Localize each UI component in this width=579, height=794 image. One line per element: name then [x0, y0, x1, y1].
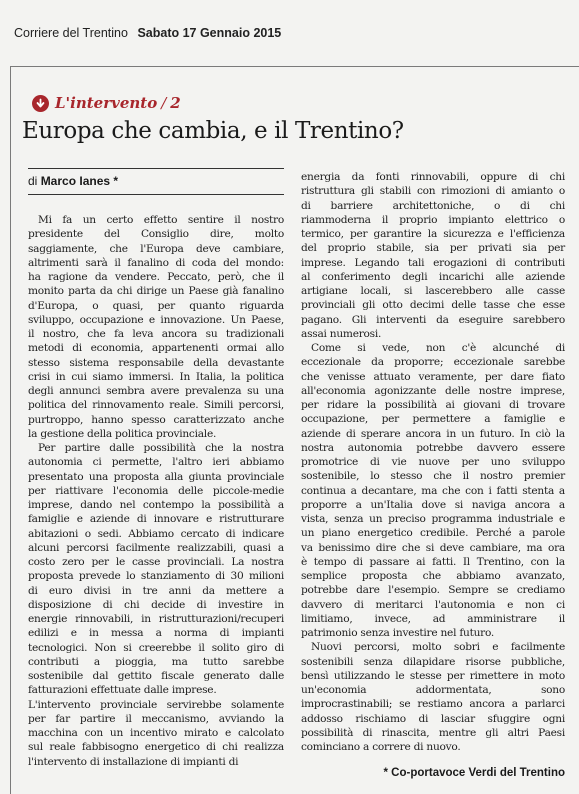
author-signature: * Co-portavoce Verdi del Trentino: [383, 767, 565, 779]
article-column-left: [28, 213, 284, 769]
article-text-line: famiglie e aziende di innovare e ristrutturare: [28, 513, 284, 526]
article-text-line: politica del rinnovamento reale. Simili percorsi,: [28, 399, 284, 412]
article-text-line: nostra autonomia potrebbe davvero essere: [301, 441, 565, 454]
article-text-line: limitiamo, invece, ad amministrare il: [301, 612, 565, 625]
article-text-line: bensì utilizzando le stesse per rimettere in moto: [301, 669, 565, 682]
article-text-line: all'economia agonizzante delle nostre imprese,: [301, 384, 565, 397]
article-text-line: energie rinnovabili, in ristrutturazioni/recuperi: [28, 613, 284, 625]
article-text-line: riammoderna il proprio impianto elettrico o: [301, 213, 565, 226]
article-text-line: è tempo di passare ai fatti. Il Trentino, con la: [301, 555, 565, 568]
article-column-right: [301, 170, 565, 754]
kicker-separator: /: [161, 94, 167, 112]
author-name: Marco Ianes *: [40, 174, 119, 188]
article-text-line: occupazione, per permettere a famiglie e: [301, 413, 565, 426]
kicker-number: 2: [170, 94, 181, 112]
article-text-line: Nuovi percorsi, molto sobri e facilmente: [311, 641, 565, 654]
article-text-line: monito parta da chi dirige un Paese già fanalino: [28, 285, 284, 298]
byline-bottom-rule: [28, 194, 284, 195]
article-text-line: stesso sistema responsabile della devastante: [28, 356, 284, 369]
article-text-line: al conferimento degli incarichi alle aziende: [301, 270, 565, 283]
byline: [28, 174, 118, 188]
newspaper-name: Corriere del Trentino: [14, 26, 128, 40]
article-text-line: per far partire il meccanismo, avviando la: [28, 712, 284, 725]
article-text-line: contributi a pioggia, ma tutto sarebbe: [28, 655, 284, 668]
kicker: [32, 94, 181, 112]
article-text-line: la gestione della politica provinciale.: [28, 427, 217, 440]
article-text-line: un piano energetico credibile. Perché a parole: [301, 527, 565, 540]
article-text-line: costo zero per le casse provinciali. La nostra: [28, 556, 284, 568]
article-text-line: va benissimo dire che si deve cambiare, ma ora: [301, 541, 565, 554]
article-text-line: degli annunci sembra avere prevalenza su una: [28, 385, 284, 397]
article-text-line: addosso rischiamo di lasciar sfuggire ogni: [301, 712, 565, 725]
article-text-line: tecnologici. Non si creerebbe il solito giro di: [28, 641, 284, 654]
article-text-line: macchina con un incentivo mirato e calcolato: [28, 727, 284, 739]
article-text-line: crisi in cui siamo immersi. In Italia, la politica: [28, 370, 284, 383]
article-text-line: ristruttura gli stabili con rimozioni di amianto o: [301, 185, 565, 198]
article-text-line: l'intervento di installazione di impianti di: [28, 755, 239, 768]
article-headline: Europa che cambia, e il Trentino?: [22, 118, 404, 144]
article-text-line: eccezionale da proporre; eccezionale sarebbe: [301, 356, 565, 369]
article-text-line: assai numerosi.: [301, 327, 382, 340]
article-text-line: purtroppo, hanno spesso caratterizzato anche: [28, 413, 284, 426]
article-text-line: disposizione di chi decide di investire in: [28, 598, 284, 611]
page-header: [14, 26, 281, 40]
article-text-line: edilizi e in messa a norma di impianti: [28, 627, 284, 640]
article-text-line: di barriere architettoniche, o di chi: [301, 199, 565, 212]
frame-top-rule: [10, 66, 579, 67]
article-text-line: altrimenti sarà il fanalino di coda del mondo:: [28, 256, 284, 269]
article-text-line: artigiane locali, si lascerebbero alle casse: [301, 285, 565, 297]
article-text-line: pagano. Gli interventi da eseguire sarebbero: [301, 313, 565, 326]
article-text-line: fatturazioni effettuate dalle imprese.: [28, 684, 217, 697]
article-text-line: saggiamente, che l'Europa deve cambiare,: [28, 242, 284, 255]
article-text-line: ha ragione da vendere. Peccato, però, che il: [28, 271, 284, 283]
down-arrow-circle-icon: [32, 95, 49, 112]
article-text-line: Mi fa un certo effetto sentire il nostro: [38, 214, 284, 226]
article-text-line: semplice proposta che abbiamo avanzato,: [301, 570, 565, 582]
article-text-line: L'intervento provinciale servirebbe solamente: [28, 698, 284, 711]
article-text-line: imprese. Legando tali erogazioni di contributi: [301, 256, 565, 269]
article-text-line: autonomia ci permette, l'altro ieri abbiamo: [28, 456, 284, 469]
article-text-line: energia da fonti rinnovabili, oppure di chi: [301, 171, 565, 183]
article-text-line: sostenibile, lo stesso che il nostro premier: [301, 470, 565, 483]
kicker-label: L'intervento: [55, 94, 158, 112]
article-text-line: patrimonio senza investire nel futuro.: [301, 627, 495, 639]
article-text-line: cominciano a correre di nuovo.: [301, 741, 461, 753]
article-text-line: d'Europa, o quasi, per quanto riguarda: [28, 299, 284, 312]
article-text-line: per riattivare l'economia delle piccole-medie: [28, 484, 284, 497]
article-text-line: un'economia addormentata, sono: [301, 684, 565, 696]
article-text-line: proporre a un'Italia dove si naviga ancora a: [301, 498, 565, 511]
article-text-line: sviluppo, occupazione e innovazione. Un Paese,: [28, 313, 284, 326]
article-text-line: che venisse attuato veramente, per dare fiato: [301, 370, 565, 383]
article-text-line: alcuni percorsi facilmente realizzabili, quasi a: [28, 541, 284, 554]
article-text-line: presidente del Consiglio dire, molto: [28, 228, 284, 241]
article-text-line: promotrice di vie nuove per uno sviluppo: [301, 456, 565, 468]
article-text-line: continua a decantare, ma che con i fatti stenta a: [301, 484, 565, 497]
article-text-line: sul reale fabbisogno energetico di chi realizza: [28, 741, 284, 754]
article-text-line: aziende di sperare ancora in un futuro. In ciò la: [301, 427, 565, 440]
article-text-line: abitazioni o sedi. Abbiamo cercato di indicare: [28, 527, 284, 540]
article-text-line: il nostro, che fa leva ancora su tradizionali: [28, 328, 284, 340]
article-text-line: sostenibile dal gettito fiscale generato dalle: [28, 670, 284, 682]
article-text-line: proposta prevede lo stanziamento di 30 milioni: [28, 570, 284, 583]
article-text-line: di euro divisi in tre anni da mettere a: [28, 584, 284, 597]
article-text-line: possibilità di rinascita, mentre gli altri Paesi: [301, 726, 565, 739]
article-text-line: metodi di economia, appartenenti ormai allo: [28, 342, 284, 355]
article-text-line: Come si vede, non c'è alcunché di: [311, 342, 565, 354]
article-text-line: Per partire dalle possibilità che la nostra: [38, 442, 284, 454]
article-text-line: sostenibili senza dilapidare risorse pubbliche,: [301, 655, 565, 668]
issue-date: Sabato 17 Gennaio 2015: [137, 26, 282, 40]
byline-top-rule: [28, 168, 284, 169]
article-text-line: imprese, dando nel contempo la possibilità a: [28, 499, 284, 511]
byline-prefix: di: [28, 174, 38, 188]
article-text-line: per ridare la possibilità ai giovani di trovare: [301, 399, 565, 411]
article-text-line: termico, per garantire la sicurezza e l'efficienza: [301, 228, 565, 240]
article-text-line: presentato una proposta alla giunta provinciale: [28, 470, 284, 483]
article-text-line: davvero di meritarci l'autonomia e non ci: [301, 598, 565, 611]
article-text-line: vista, senza un preciso programma industriale e: [301, 513, 565, 525]
article-text-line: potrebbe dare l'esempio. Sempre se crediamo: [301, 584, 565, 597]
article-text-line: provinciali gli otto decimi delle tasse che esse: [301, 299, 565, 312]
article-text-line: improcrastinabili; se restiamo ancora a parlarci: [301, 698, 565, 711]
frame-left-rule: [10, 66, 11, 794]
article-text-line: del proprio stabile, sia per privati sia per: [301, 242, 565, 255]
